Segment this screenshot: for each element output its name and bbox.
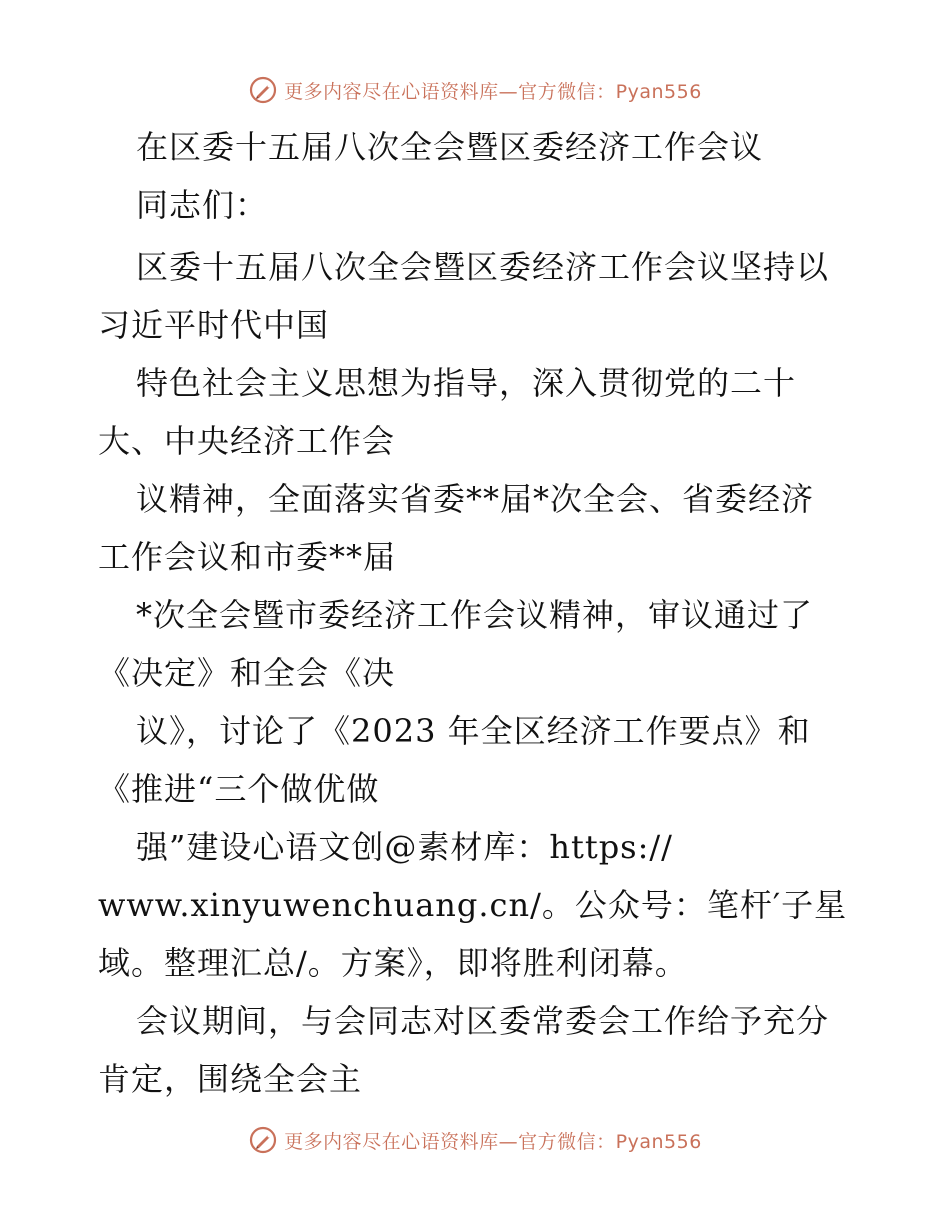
pen-logo-icon	[248, 75, 278, 105]
pen-logo-icon	[248, 1125, 278, 1155]
watermark-text: 更多内容尽在心语资料库—官方微信：Pyan556	[284, 80, 702, 103]
text-line: 大、中央经济工作会	[98, 422, 396, 460]
text-line: 肯定，围绕全会主	[98, 1060, 363, 1098]
text-line: 工作会议和市委**届	[98, 538, 397, 576]
watermark-header	[0, 72, 950, 108]
text-line: 《推进“三个做优做	[98, 770, 380, 808]
text-line: 议精神，全面落实省委**届*次全会、省委经济	[136, 480, 815, 518]
text-line: 域。整理汇总/。方案》，即将胜利闭幕。	[98, 944, 688, 982]
text-line: 在区委十五届八次全会暨区委经济工作会议	[136, 128, 764, 166]
text-line: 区委十五届八次全会暨区委经济工作会议坚持以	[136, 248, 830, 286]
text-line: 同志们：	[136, 186, 269, 224]
text-line: 《决定》和全会《决	[98, 654, 396, 692]
text-line: 习近平时代中国	[98, 306, 330, 344]
text-line: *次全会暨市委经济工作会议精神，审议通过了	[136, 596, 814, 634]
text-line: 强”建设心语文创@素材库：https://	[136, 828, 673, 866]
text-line: 特色社会主义思想为指导，深入贯彻党的二十	[136, 364, 797, 402]
text-line: 议》，讨论了《2023 年全区经济工作要点》和	[136, 712, 811, 750]
text-line: www.xinyuwenchuang.cn/。公众号：笔杆′子星	[98, 886, 848, 924]
watermark-footer	[0, 1122, 950, 1158]
text-line: 会议期间，与会同志对区委常委会工作给予充分	[136, 1002, 830, 1040]
watermark-text: 更多内容尽在心语资料库—官方微信：Pyan556	[284, 1130, 702, 1153]
